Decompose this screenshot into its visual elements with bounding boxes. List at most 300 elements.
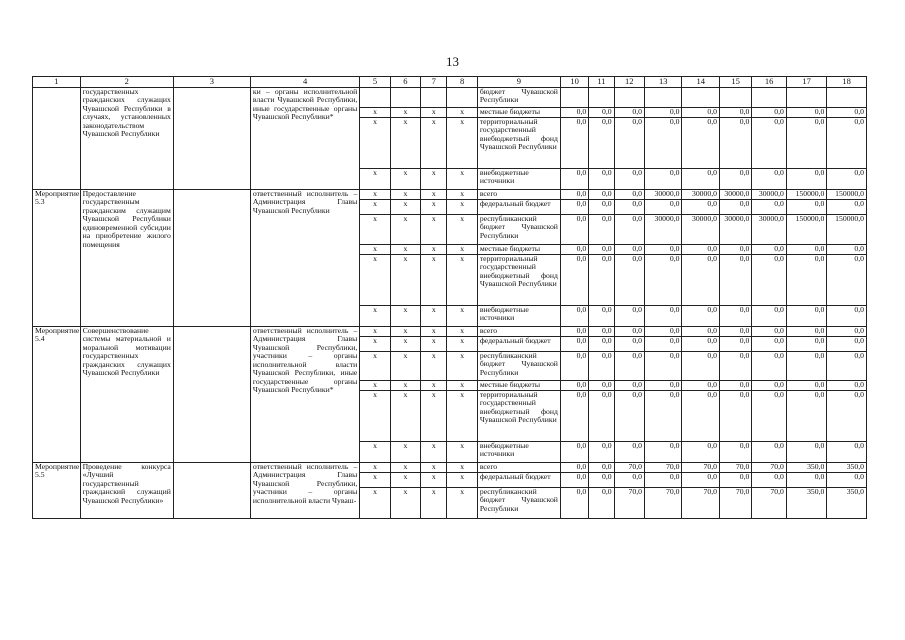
value-cell: 0,0	[589, 108, 614, 118]
code-cell: х	[390, 215, 420, 245]
value-cell: 0,0	[752, 169, 786, 190]
code-cell: х	[360, 473, 390, 488]
value-cell: 0,0	[827, 391, 867, 442]
value-cell: 0,0	[827, 118, 867, 169]
table-row	[33, 88, 867, 108]
column-header: 10	[560, 77, 588, 88]
code-cell: х	[360, 337, 390, 352]
value-cell: 0,0	[560, 391, 588, 442]
code-cell: х	[421, 381, 447, 391]
responsible-executor: ответственный исполнитель – Администрация Главы Чувашской Республики, участники – органы исполнительной власти Чуваш-	[250, 463, 359, 519]
value-cell: 0,0	[719, 442, 751, 463]
value-cell: 30000,0	[644, 215, 681, 245]
value-cell: 0,0	[682, 255, 719, 306]
value-cell: 0,0	[682, 327, 719, 337]
value-cell: 0,0	[614, 337, 644, 352]
code-cell: х	[390, 327, 420, 337]
value-cell: 0,0	[682, 352, 719, 381]
value-cell: 0,0	[560, 200, 588, 215]
value-cell: 0,0	[644, 352, 681, 381]
value-cell: 0,0	[560, 473, 588, 488]
code-cell: х	[447, 255, 477, 306]
value-cell: 0,0	[644, 108, 681, 118]
code-cell: х	[360, 352, 390, 381]
code-cell: х	[421, 190, 447, 200]
value-cell: 30000,0	[719, 190, 751, 200]
value-cell: 0,0	[827, 306, 867, 327]
code-cell: х	[447, 200, 477, 215]
code-cell: х	[360, 190, 390, 200]
value-cell: 0,0	[560, 463, 588, 473]
value-cell: 0,0	[644, 381, 681, 391]
measure-name: государственных гражданских служащих Чувашской Республики в случаях, установленных законодательством Чувашской Республики	[80, 88, 173, 190]
code-cell: х	[390, 488, 420, 519]
value-cell: 0,0	[560, 169, 588, 190]
code-cell: х	[390, 108, 420, 118]
value-cell: 0,0	[682, 169, 719, 190]
value-cell: 0,0	[719, 381, 751, 391]
value-cell: 70,0	[752, 488, 786, 519]
value-cell: 0,0	[827, 381, 867, 391]
value-cell: 0,0	[589, 488, 614, 519]
value-cell: 0,0	[752, 391, 786, 442]
value-cell: 0,0	[827, 245, 867, 255]
funding-source: местные бюджеты	[477, 381, 560, 391]
value-cell: 0,0	[589, 463, 614, 473]
value-cell: 0,0	[752, 337, 786, 352]
value-cell: 0,0	[752, 108, 786, 118]
program-table	[32, 76, 867, 519]
value-cell: 150000,0	[786, 190, 827, 200]
value-cell	[719, 88, 751, 108]
column-header: 4	[250, 77, 359, 88]
value-cell: 0,0	[719, 200, 751, 215]
code-cell: х	[421, 108, 447, 118]
value-cell	[644, 88, 681, 108]
value-cell: 0,0	[644, 200, 681, 215]
value-cell: 0,0	[786, 473, 827, 488]
code-cell: х	[360, 200, 390, 215]
measure-name: Предоставление государственным гражданским служащим Чувашской Республики единовременной субсидии на приобретение жилого помещения	[80, 190, 173, 327]
value-cell: 0,0	[614, 118, 644, 169]
value-cell: 0,0	[682, 245, 719, 255]
value-cell: 0,0	[614, 327, 644, 337]
value-cell: 0,0	[786, 337, 827, 352]
value-cell: 0,0	[786, 245, 827, 255]
code-cell: х	[447, 245, 477, 255]
value-cell: 0,0	[786, 306, 827, 327]
value-cell: 70,0	[614, 463, 644, 473]
responsible-executor: ответственный исполнитель – Администрация Главы Чувашской Республики	[250, 190, 359, 327]
value-cell: 0,0	[827, 200, 867, 215]
code-cell	[447, 88, 477, 108]
measure-name: Проведение конкурса «Лучший государственный гражданский служащий Чувашской Республики»	[80, 463, 173, 519]
value-cell: 70,0	[752, 463, 786, 473]
funding-source: территориальный государственный внебюджетный фонд Чувашской Республики	[477, 391, 560, 442]
value-cell: 0,0	[589, 327, 614, 337]
value-cell: 0,0	[752, 200, 786, 215]
code-cell: х	[421, 245, 447, 255]
value-cell: 0,0	[644, 391, 681, 442]
value-cell: 0,0	[786, 108, 827, 118]
value-cell: 0,0	[786, 255, 827, 306]
funding-source: территориальный государственный внебюджетный фонд Чувашской Республики	[477, 255, 560, 306]
code-cell: х	[360, 488, 390, 519]
value-cell: 0,0	[682, 108, 719, 118]
code-cell	[390, 88, 420, 108]
value-cell: 0,0	[719, 245, 751, 255]
code-cell: х	[360, 442, 390, 463]
value-cell: 0,0	[589, 190, 614, 200]
responsible-executor: ки – органы исполнительной власти Чувашской Республики, иные государственные органы Чувашской Республики*	[250, 88, 359, 190]
value-cell: 0,0	[827, 352, 867, 381]
code-cell: х	[360, 381, 390, 391]
value-cell: 0,0	[614, 245, 644, 255]
value-cell: 0,0	[589, 169, 614, 190]
value-cell: 0,0	[719, 473, 751, 488]
column-header: 7	[421, 77, 447, 88]
value-cell: 0,0	[786, 118, 827, 169]
value-cell: 0,0	[786, 442, 827, 463]
value-cell: 0,0	[644, 306, 681, 327]
value-cell: 0,0	[560, 337, 588, 352]
code-cell: х	[447, 215, 477, 245]
empty-cell	[173, 463, 250, 519]
code-cell: х	[447, 108, 477, 118]
code-cell: х	[390, 245, 420, 255]
value-cell	[827, 88, 867, 108]
funding-source: всего	[477, 190, 560, 200]
value-cell: 0,0	[589, 306, 614, 327]
code-cell: х	[360, 463, 390, 473]
value-cell: 0,0	[560, 245, 588, 255]
value-cell: 0,0	[644, 473, 681, 488]
measure-label: Мероприятие 5.5	[33, 463, 81, 519]
value-cell: 0,0	[786, 391, 827, 442]
value-cell: 0,0	[719, 255, 751, 306]
value-cell: 0,0	[682, 118, 719, 169]
funding-source: федеральный бюджет	[477, 200, 560, 215]
code-cell: х	[360, 255, 390, 306]
value-cell: 0,0	[614, 255, 644, 306]
table-row	[33, 190, 867, 200]
code-cell: х	[390, 255, 420, 306]
value-cell: 0,0	[827, 108, 867, 118]
value-cell: 0,0	[752, 473, 786, 488]
value-cell: 0,0	[827, 473, 867, 488]
code-cell: х	[447, 463, 477, 473]
code-cell: х	[360, 215, 390, 245]
funding-source: местные бюджеты	[477, 245, 560, 255]
code-cell: х	[447, 442, 477, 463]
code-cell: х	[447, 352, 477, 381]
value-cell	[614, 88, 644, 108]
value-cell: 0,0	[644, 327, 681, 337]
value-cell: 0,0	[589, 200, 614, 215]
code-cell: х	[390, 337, 420, 352]
value-cell: 30000,0	[752, 215, 786, 245]
code-cell: х	[421, 306, 447, 327]
value-cell: 350,0	[786, 463, 827, 473]
code-cell: х	[447, 306, 477, 327]
code-cell: х	[390, 200, 420, 215]
value-cell	[752, 88, 786, 108]
funding-source: внебюджетные источники	[477, 306, 560, 327]
code-cell: х	[447, 488, 477, 519]
column-header: 2	[80, 77, 173, 88]
column-header: 6	[390, 77, 420, 88]
value-cell	[560, 88, 588, 108]
value-cell: 0,0	[719, 391, 751, 442]
code-cell: х	[421, 352, 447, 381]
value-cell: 0,0	[614, 352, 644, 381]
code-cell: х	[390, 169, 420, 190]
value-cell: 70,0	[644, 488, 681, 519]
value-cell: 0,0	[786, 381, 827, 391]
code-cell: х	[360, 391, 390, 442]
value-cell: 30000,0	[644, 190, 681, 200]
value-cell: 0,0	[752, 255, 786, 306]
value-cell: 0,0	[719, 108, 751, 118]
value-cell: 350,0	[827, 463, 867, 473]
value-cell: 0,0	[786, 327, 827, 337]
column-header: 13	[644, 77, 681, 88]
code-cell: х	[421, 463, 447, 473]
value-cell: 0,0	[752, 245, 786, 255]
value-cell: 0,0	[560, 118, 588, 169]
value-cell: 0,0	[827, 255, 867, 306]
value-cell	[786, 88, 827, 108]
funding-source: федеральный бюджет	[477, 337, 560, 352]
code-cell: х	[360, 169, 390, 190]
code-cell: х	[360, 245, 390, 255]
measure-label: Мероприятие 5.3	[33, 190, 81, 327]
value-cell: 0,0	[589, 473, 614, 488]
funding-source: федеральный бюджет	[477, 473, 560, 488]
funding-source: местные бюджеты	[477, 108, 560, 118]
value-cell: 0,0	[644, 245, 681, 255]
value-cell: 0,0	[560, 488, 588, 519]
measure-label	[33, 88, 81, 190]
value-cell: 0,0	[682, 200, 719, 215]
code-cell	[360, 88, 390, 108]
measure-name: Совершенствование системы материальной и моральной мотивации государственных гражданских служащих Чувашской Республики	[80, 327, 173, 463]
funding-source: республиканский бюджет Чувашской Республики	[477, 215, 560, 245]
code-cell: х	[360, 108, 390, 118]
code-cell: х	[390, 442, 420, 463]
code-cell: х	[421, 255, 447, 306]
value-cell: 0,0	[644, 255, 681, 306]
code-cell: х	[390, 391, 420, 442]
column-header: 11	[589, 77, 614, 88]
code-cell: х	[390, 190, 420, 200]
column-header: 3	[173, 77, 250, 88]
value-cell: 150000,0	[827, 215, 867, 245]
value-cell: 30000,0	[682, 190, 719, 200]
value-cell: 70,0	[614, 488, 644, 519]
value-cell: 0,0	[560, 352, 588, 381]
code-cell: х	[447, 391, 477, 442]
value-cell: 0,0	[614, 200, 644, 215]
value-cell: 0,0	[719, 118, 751, 169]
value-cell: 350,0	[786, 488, 827, 519]
column-header: 5	[360, 77, 390, 88]
value-cell: 0,0	[589, 255, 614, 306]
value-cell: 0,0	[560, 327, 588, 337]
column-header: 14	[682, 77, 719, 88]
value-cell: 150000,0	[786, 215, 827, 245]
value-cell: 0,0	[614, 190, 644, 200]
code-cell: х	[447, 337, 477, 352]
value-cell: 30000,0	[752, 190, 786, 200]
value-cell: 0,0	[589, 337, 614, 352]
value-cell: 0,0	[752, 118, 786, 169]
value-cell: 0,0	[719, 337, 751, 352]
value-cell: 0,0	[560, 442, 588, 463]
empty-cell	[173, 327, 250, 463]
value-cell: 0,0	[644, 118, 681, 169]
value-cell: 0,0	[719, 169, 751, 190]
value-cell: 0,0	[644, 337, 681, 352]
value-cell: 0,0	[589, 245, 614, 255]
code-cell: х	[390, 381, 420, 391]
table-row	[33, 463, 867, 473]
value-cell: 30000,0	[682, 215, 719, 245]
value-cell: 0,0	[827, 169, 867, 190]
code-cell: х	[421, 488, 447, 519]
code-cell: х	[447, 381, 477, 391]
funding-source: всего	[477, 463, 560, 473]
code-cell: х	[447, 118, 477, 169]
column-header: 9	[477, 77, 560, 88]
code-cell: х	[390, 306, 420, 327]
value-cell: 0,0	[786, 169, 827, 190]
value-cell: 0,0	[682, 337, 719, 352]
code-cell: х	[447, 473, 477, 488]
code-cell: х	[447, 327, 477, 337]
value-cell: 0,0	[560, 215, 588, 245]
column-header: 18	[827, 77, 867, 88]
value-cell: 0,0	[589, 215, 614, 245]
value-cell: 0,0	[560, 381, 588, 391]
value-cell: 70,0	[644, 463, 681, 473]
code-cell: х	[421, 200, 447, 215]
value-cell: 0,0	[560, 255, 588, 306]
code-cell: х	[421, 473, 447, 488]
empty-cell	[173, 190, 250, 327]
value-cell: 0,0	[644, 442, 681, 463]
value-cell: 0,0	[752, 327, 786, 337]
value-cell: 350,0	[827, 488, 867, 519]
value-cell: 0,0	[752, 352, 786, 381]
code-cell: х	[360, 327, 390, 337]
value-cell: 0,0	[589, 352, 614, 381]
value-cell: 0,0	[560, 108, 588, 118]
funding-source: внебюджетные источники	[477, 169, 560, 190]
code-cell: х	[447, 190, 477, 200]
value-cell: 0,0	[827, 327, 867, 337]
value-cell: 0,0	[614, 108, 644, 118]
value-cell: 0,0	[752, 306, 786, 327]
measure-label: Мероприятие 5.4	[33, 327, 81, 463]
column-header: 12	[614, 77, 644, 88]
value-cell: 0,0	[682, 391, 719, 442]
value-cell: 0,0	[719, 352, 751, 381]
code-cell: х	[421, 215, 447, 245]
column-header: 8	[447, 77, 477, 88]
value-cell: 0,0	[560, 190, 588, 200]
header-row	[33, 77, 867, 88]
value-cell: 0,0	[589, 391, 614, 442]
code-cell: х	[447, 169, 477, 190]
column-header: 1	[33, 77, 81, 88]
value-cell: 0,0	[614, 381, 644, 391]
empty-cell	[173, 88, 250, 190]
value-cell: 0,0	[589, 381, 614, 391]
value-cell	[682, 88, 719, 108]
value-cell: 70,0	[682, 463, 719, 473]
value-cell: 0,0	[827, 442, 867, 463]
value-cell: 0,0	[827, 337, 867, 352]
funding-source: территориальный государственный внебюджетный фонд Чувашской Республики	[477, 118, 560, 169]
value-cell: 0,0	[560, 306, 588, 327]
value-cell: 0,0	[589, 442, 614, 463]
responsible-executor: ответственный исполнитель – Администрация Главы Чувашской Республики, участники – органы исполнительной власти Чувашской Республики, иные государственные органы Чувашской Республики*	[250, 327, 359, 463]
value-cell: 0,0	[614, 215, 644, 245]
funding-source: республиканский бюджет Чувашской Республики	[477, 488, 560, 519]
code-cell: х	[421, 327, 447, 337]
value-cell: 150000,0	[827, 190, 867, 200]
code-cell: х	[421, 118, 447, 169]
code-cell: х	[390, 473, 420, 488]
value-cell: 0,0	[682, 381, 719, 391]
value-cell: 0,0	[786, 200, 827, 215]
value-cell: 0,0	[589, 118, 614, 169]
code-cell: х	[360, 118, 390, 169]
value-cell: 0,0	[614, 391, 644, 442]
value-cell: 0,0	[682, 473, 719, 488]
value-cell: 30000,0	[719, 215, 751, 245]
value-cell: 70,0	[682, 488, 719, 519]
value-cell: 0,0	[614, 169, 644, 190]
value-cell: 0,0	[752, 442, 786, 463]
value-cell: 0,0	[682, 306, 719, 327]
value-cell: 0,0	[719, 327, 751, 337]
table-row	[33, 327, 867, 337]
code-cell: х	[360, 306, 390, 327]
code-cell: х	[421, 391, 447, 442]
value-cell	[589, 88, 614, 108]
code-cell: х	[390, 118, 420, 169]
code-cell: х	[390, 463, 420, 473]
value-cell: 0,0	[644, 169, 681, 190]
value-cell: 0,0	[614, 306, 644, 327]
column-header: 17	[786, 77, 827, 88]
value-cell: 0,0	[614, 473, 644, 488]
funding-source: всего	[477, 327, 560, 337]
value-cell: 70,0	[719, 488, 751, 519]
value-cell: 0,0	[786, 352, 827, 381]
code-cell: х	[421, 442, 447, 463]
funding-source: бюджет Чувашской Республики	[477, 88, 560, 108]
code-cell: х	[421, 337, 447, 352]
value-cell: 0,0	[752, 381, 786, 391]
page-number: 13	[446, 54, 459, 69]
value-cell: 0,0	[614, 442, 644, 463]
funding-source: внебюджетные источники	[477, 442, 560, 463]
value-cell: 0,0	[682, 442, 719, 463]
code-cell: х	[390, 352, 420, 381]
